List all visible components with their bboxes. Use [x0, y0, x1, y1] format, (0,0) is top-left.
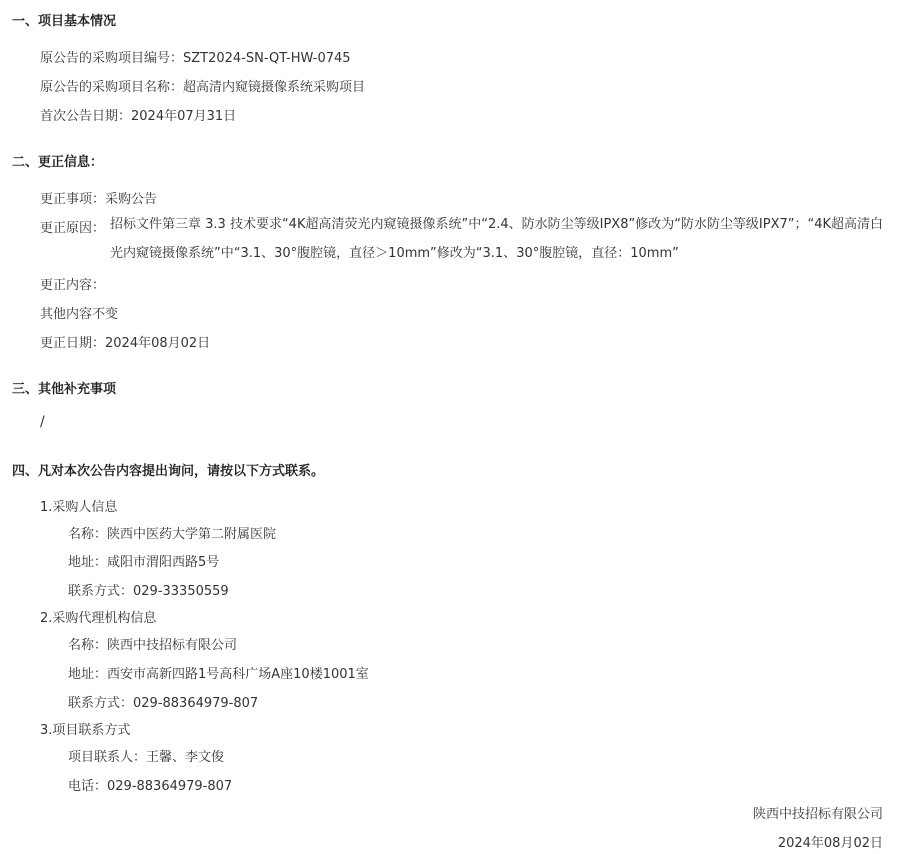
- correction-reason-label: 更正原因：: [40, 221, 106, 236]
- purchaser-address: 地址：咸阳市渭阳西路5号: [68, 555, 220, 570]
- section-title-basic-info: 一、项目基本情况: [12, 14, 117, 29]
- agency-heading: 2.采购代理机构信息: [40, 611, 157, 626]
- correction-date: 更正日期：2024年08月02日: [40, 336, 211, 351]
- agency-contact: 联系方式：029-88364979-807: [68, 696, 259, 711]
- other-content-unchanged: 其他内容不变: [40, 307, 119, 322]
- section-title-contact: 四、凡对本次公告内容提出询问，请按以下方式联系。: [12, 464, 325, 479]
- project-contact-phone: 电话：029-88364979-807: [68, 779, 233, 794]
- project-contact-heading: 3.项目联系方式: [40, 723, 131, 738]
- project-contact-person: 项目联系人：王馨、李文俊: [68, 750, 225, 765]
- project-name: 原公告的采购项目名称：超高清内窥镜摄像系统采购项目: [40, 80, 366, 95]
- supplementary-body: /: [40, 414, 45, 430]
- purchaser-heading: 1.采购人信息: [40, 500, 118, 515]
- agency-address: 地址：西安市高新四路1号高科广场A座10楼1001室: [68, 667, 369, 682]
- correction-item: 更正事项：采购公告: [40, 192, 158, 207]
- footer-date: 2024年08月02日: [777, 836, 883, 851]
- correction-reason-text: 招标文件第三章 3.3 技术要求“4K超高清荧光内窥镜摄像系统”中“2.4、防水防尘等级IPX8”修改为“防水防尘等级IPX7”；“4K超高清白光内窥镜摄像系统”中“3.1、30°腹腔镜，直径＞10mm”修改为“3.1、30°腹腔镜，直径：10mm”: [110, 217, 884, 261]
- footer-company: 陕西中技招标有限公司: [752, 807, 883, 822]
- section-title-correction: 二、更正信息：: [12, 155, 104, 170]
- first-announcement-date: 首次公告日期：2024年07月31日: [40, 109, 237, 124]
- project-number: 原公告的采购项目编号：SZT2024-SN-QT-HW-0745: [40, 51, 351, 66]
- section-title-supplementary: 三、其他补充事项: [12, 382, 117, 397]
- correction-content-label: 更正内容：: [40, 278, 106, 293]
- agency-name: 名称：陕西中技招标有限公司: [68, 638, 238, 653]
- purchaser-contact: 联系方式：029-33350559: [68, 584, 229, 599]
- purchaser-name: 名称：陕西中医药大学第二附属医院: [68, 527, 277, 542]
